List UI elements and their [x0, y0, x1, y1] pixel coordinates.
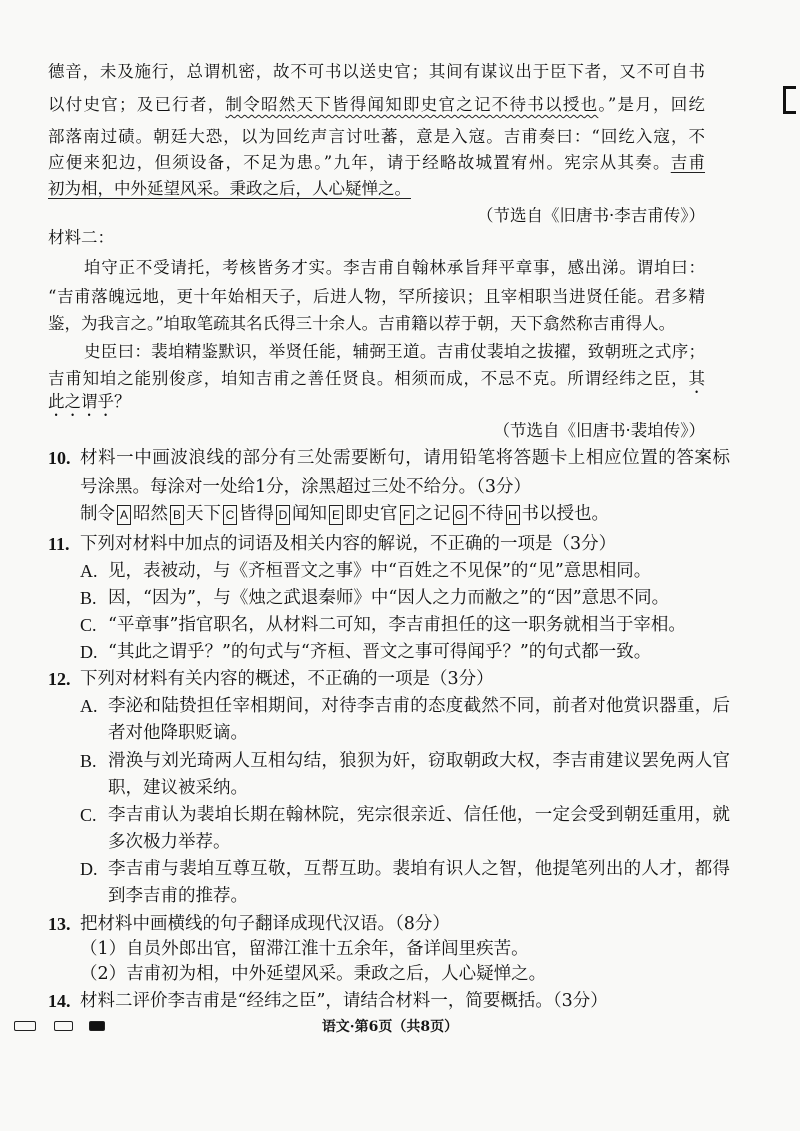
- footer-mark-outline: [54, 1021, 73, 1031]
- option-label: D.: [80, 642, 98, 662]
- sentence-segment: 即史官: [345, 504, 398, 524]
- material-one-line-5: [48, 176, 705, 202]
- question-10-sentence: [80, 501, 730, 527]
- question-12-stem: 下列对材料有关内容的概述，不正确的一项是（3分）: [80, 669, 494, 689]
- option-text: 因，“因为”，与《烛之武退秦师》中“因人之力而敝之”的“因”意思不同。: [108, 588, 670, 608]
- option-label: D.: [80, 859, 98, 879]
- break-option-box: E: [329, 505, 343, 525]
- wavy-underlined-passage: 制令昭然天下皆得闻知即史官之记不待书以授也: [225, 95, 599, 114]
- line-4-text-before: 应便来犯边，但须设备，不足为患。”九年，请于经略故城置宥州。宪宗从其奏。: [48, 153, 671, 172]
- line-2-text-before: 以付史官；及已行者，: [48, 95, 226, 114]
- sentence-segment: 之记: [415, 504, 451, 524]
- material-two-last-line: [48, 389, 705, 415]
- page-footer-label: 语文·第6页（共8页）: [321, 1019, 459, 1035]
- question-12-number: 12.: [48, 669, 71, 689]
- sentence-segment: 昭然: [133, 504, 168, 524]
- option-text: “其此之谓乎？”的句式与“齐桓、晋文之事可得闻乎？”的句式都一致。: [108, 642, 652, 662]
- question-14-number: 14.: [48, 991, 71, 1011]
- item-text: 吉甫初为相，中外延望风采。秉政之后，人心疑惮之。: [126, 964, 547, 984]
- sentence-segment: 制令: [80, 504, 115, 524]
- option-text-line: 李泌和陆贽担任宰相期间，对待李吉甫的态度截然不同，前者对他赏识器重，后: [108, 696, 730, 716]
- break-option-box: F: [400, 505, 414, 525]
- item-label: （2）: [80, 964, 127, 984]
- option-label: C.: [80, 615, 97, 635]
- material-one-line-3: 部落南过碛。朝廷大恐，以为回纥声言讨吐蕃，意是入寇。吉甫奏曰：“回纥入寇，不: [48, 127, 705, 146]
- page-edge-bracket-mark: [783, 86, 796, 114]
- break-option-box: H: [506, 505, 520, 525]
- option-text-line: 多次极力举荐。: [108, 832, 231, 852]
- option-text-line: 滑涣与刘光琦两人互相勾结，狼狈为奸，窃取朝政大权，李吉甫建议罢免两人官: [108, 751, 730, 771]
- question-13-item: [80, 961, 730, 987]
- option-label: A.: [80, 561, 98, 581]
- sentence-segment: 书以授也。: [521, 504, 609, 524]
- material-two-line: 史臣曰：裴垍精鉴默识，举贤任能，辅弼王道。吉甫仗裴垍之拔擢，致朝班之式序；: [84, 342, 705, 361]
- footer-mark-outline: [14, 1021, 36, 1031]
- option-text-line: 李吉甫认为裴垍长期在翰林院，宪宗很亲近、信任他，一定会受到朝廷重用，就: [108, 805, 730, 825]
- question-10-stem-line: 材料一中画波浪线的部分有三处需要断句，请用铅笔将答题卡上相应位置的答案标: [80, 448, 730, 468]
- option-label: B.: [80, 751, 97, 771]
- question-13-item: [80, 936, 730, 962]
- option-text-line: 李吉甫与裴垍互尊互敬，互帮互助。裴垍有识人之智，他提笔列出的人才，都得: [108, 859, 730, 879]
- question-11-stem: 下列对材料中加点的词语及相关内容的解说，不正确的一项是（3分）: [80, 534, 617, 554]
- material-two-line: 垍守正不受请托，考核皆务才实。李吉甫自翰林承旨拜平章事，感出涕。谓垍曰：: [84, 258, 705, 277]
- question-mark: ？: [114, 392, 131, 411]
- question-13-stem: 把材料中画横线的句子翻译成现代汉语。（8分）: [80, 914, 450, 934]
- footer-mark-filled: [89, 1021, 105, 1031]
- sentence-segment: 皆得: [239, 504, 274, 524]
- line-2-text-after: 。”是月，回纥: [598, 95, 706, 114]
- dotted-phrase: 此之谓乎: [48, 392, 114, 411]
- option-label: C.: [80, 805, 97, 825]
- sentence-segment: 天下: [186, 504, 221, 524]
- option-text-line: 职，建议被采纳。: [108, 778, 248, 798]
- option-label: A.: [80, 696, 98, 716]
- break-option-box: A: [117, 505, 131, 525]
- option-text: “平章事”指官职名，从材料二可知，李吉甫担任的这一职务就相当于宰相。: [108, 615, 686, 635]
- break-option-box: B: [170, 505, 184, 525]
- item-text: 自员外郎出官，留滞江淮十五余年，备详闾里疾苦。: [126, 939, 529, 959]
- question-14-stem: 材料二评价李吉甫是“经纬之臣”，请结合材料一，简要概括。（3分）: [80, 991, 608, 1011]
- underlined-sentence-start: 吉甫: [670, 153, 706, 172]
- question-10-stem-line: 号涂黑。每涂对一处给1分，涂黑超过三处不给分。（3分）: [80, 477, 532, 497]
- material-one-line-1: 德音，未及施行，总谓机密，故不可书以送史官；其间有谋议出于臣下者，又不可自书: [48, 62, 705, 81]
- sentence-segment: 闻知: [292, 504, 327, 524]
- question-11-number: 11.: [48, 534, 70, 554]
- break-option-box: G: [453, 505, 467, 525]
- material-one-source: （节选自《旧唐书·李吉甫传》）: [477, 206, 705, 225]
- question-13-number: 13.: [48, 914, 71, 934]
- option-label: B.: [80, 588, 97, 608]
- option-text-line: 到李吉甫的推荐。: [108, 886, 248, 906]
- material-one-line-2: [48, 92, 705, 118]
- underlined-sentence-end: 初为相，中外延望风采。秉政之后，人心疑惮之。: [48, 179, 411, 198]
- option-text: 见，表被动，与《齐桓晋文之事》中“百姓之不见保”的“见”意思相同。: [108, 561, 652, 581]
- material-two-line: 鉴，为我言之。”垍取笔疏其名氏得三十余人。吉甫籍以荐于朝，天下翕然称吉甫得人。: [48, 314, 676, 333]
- break-option-box: C: [223, 505, 237, 525]
- material-two-label: 材料二：: [48, 228, 114, 247]
- material-one-line-4: [48, 150, 705, 176]
- sentence-segment: 不待: [468, 504, 504, 524]
- question-10-number: 10.: [48, 448, 71, 468]
- dotted-word: 其: [688, 369, 705, 388]
- material-two-line: “吉甫落魄远地，更十年始相天子，后进人物，罕所接识；且宰相职当进贤任能。君多精: [48, 287, 705, 306]
- option-text-line: 者对他降职贬谪。: [108, 723, 248, 743]
- material-two-source: （节选自《旧唐书·裴垍传》）: [493, 421, 705, 440]
- material-two-line-text: 吉甫知垍之能别俊彦，垍知吉甫之善任贤良。相须而成，不忌不克。所谓经纬之臣，: [48, 369, 689, 388]
- item-label: （1）: [80, 939, 127, 959]
- break-option-box: D: [276, 505, 290, 525]
